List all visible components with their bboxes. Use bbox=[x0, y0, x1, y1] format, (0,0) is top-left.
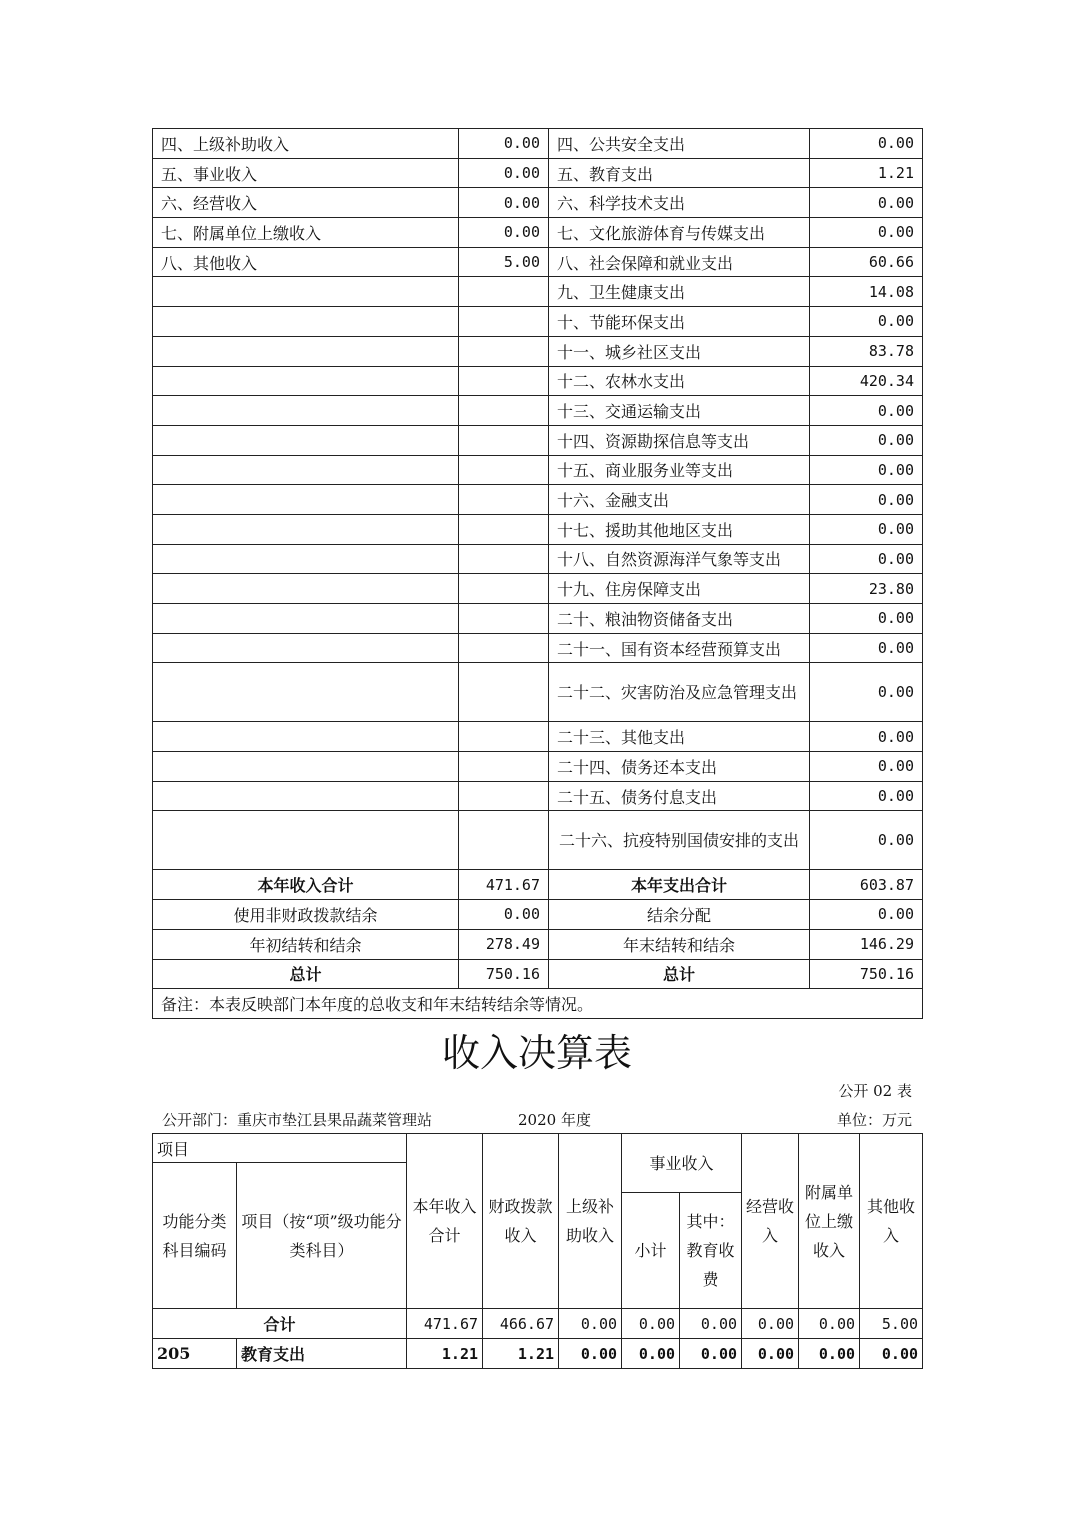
expense-item: 十三、交通运输支出 bbox=[549, 396, 810, 426]
income-amount: 0.00 bbox=[459, 188, 549, 218]
expense-item: 五、教育支出 bbox=[549, 158, 810, 188]
expense-total-amount: 146.29 bbox=[810, 929, 923, 959]
income-amount bbox=[459, 336, 549, 366]
expense-item: 十九、住房保障支出 bbox=[549, 574, 810, 604]
expense-amount: 0.00 bbox=[810, 425, 923, 455]
income-amount bbox=[459, 425, 549, 455]
expense-amount: 0.00 bbox=[810, 485, 923, 515]
income-item: 五、事业收入 bbox=[153, 158, 459, 188]
expense-item: 十四、资源勘探信息等支出 bbox=[549, 425, 810, 455]
table-row bbox=[153, 722, 923, 752]
income-amount bbox=[459, 485, 549, 515]
table-row bbox=[153, 544, 923, 574]
income-item bbox=[153, 722, 459, 752]
income-amount: 0.00 bbox=[459, 158, 549, 188]
unit-label: 单位：万元 bbox=[836, 1111, 912, 1129]
income-amount bbox=[459, 455, 549, 485]
table-row bbox=[153, 455, 923, 485]
income-amount: 0.00 bbox=[459, 129, 549, 159]
expense-item: 四、公共安全支出 bbox=[549, 129, 810, 159]
income-item bbox=[153, 366, 459, 396]
table-row bbox=[153, 604, 923, 634]
table-row bbox=[153, 218, 923, 248]
expense-item: 九、卫生健康支出 bbox=[549, 277, 810, 307]
func-name: 教育支出 bbox=[237, 1339, 407, 1369]
header-superior: 上级补助收入 bbox=[559, 1134, 622, 1309]
expense-amount: 0.00 bbox=[810, 455, 923, 485]
table-code: 公开 02 表 bbox=[838, 1082, 912, 1100]
table-row bbox=[153, 633, 923, 663]
total-value: 1.21 bbox=[407, 1339, 483, 1369]
year-label: 2020 年度 bbox=[518, 1111, 591, 1129]
income-amount bbox=[459, 604, 549, 634]
income-amount bbox=[459, 366, 549, 396]
table-row bbox=[153, 366, 923, 396]
table-row bbox=[153, 781, 923, 811]
income-item: 四、上级补助收入 bbox=[153, 129, 459, 159]
table-row bbox=[153, 307, 923, 337]
table-row bbox=[153, 485, 923, 515]
expense-amount: 83.78 bbox=[810, 336, 923, 366]
income-item: 六、经营收入 bbox=[153, 188, 459, 218]
expense-total-amount: 603.87 bbox=[810, 870, 923, 900]
expense-amount: 0.00 bbox=[810, 514, 923, 544]
income-amount bbox=[459, 722, 549, 752]
expense-item: 十二、农林水支出 bbox=[549, 366, 810, 396]
income-total-label: 总计 bbox=[153, 959, 459, 989]
expense-amount: 0.00 bbox=[810, 811, 923, 870]
total-row bbox=[153, 929, 923, 959]
expense-amount: 1.21 bbox=[810, 158, 923, 188]
table-row bbox=[153, 574, 923, 604]
total-row bbox=[153, 959, 923, 989]
income-item bbox=[153, 752, 459, 782]
header-subtotal: 小计 bbox=[622, 1193, 680, 1309]
page-title: 收入决算表 bbox=[441, 1031, 632, 1075]
income-amount bbox=[459, 752, 549, 782]
table-row bbox=[153, 336, 923, 366]
expense-amount: 0.00 bbox=[810, 129, 923, 159]
expense-amount: 0.00 bbox=[810, 544, 923, 574]
header-other: 其他收入 bbox=[860, 1134, 923, 1309]
income-amount bbox=[459, 633, 549, 663]
subtotal-value: 0.00 bbox=[622, 1309, 680, 1339]
income-item bbox=[153, 485, 459, 515]
income-total-label: 年初结转和结余 bbox=[153, 929, 459, 959]
expense-total-amount: 750.16 bbox=[810, 959, 923, 989]
table-row bbox=[153, 396, 923, 426]
income-amount bbox=[459, 781, 549, 811]
expense-total-label: 年末结转和结余 bbox=[549, 929, 810, 959]
header-total: 本年收入合计 bbox=[407, 1134, 483, 1309]
income-total-amount: 0.00 bbox=[459, 900, 549, 930]
income-item bbox=[153, 307, 459, 337]
expense-total-label: 结余分配 bbox=[549, 900, 810, 930]
header-affiliated: 附属单位上缴收入 bbox=[799, 1134, 860, 1309]
total-row bbox=[153, 870, 923, 900]
expense-amount: 0.00 bbox=[810, 604, 923, 634]
table-row bbox=[153, 425, 923, 455]
income-amount bbox=[459, 544, 549, 574]
table-row bbox=[153, 811, 923, 870]
expense-amount: 0.00 bbox=[810, 752, 923, 782]
expense-item: 二十、粮油物资储备支出 bbox=[549, 604, 810, 634]
expense-item: 二十四、债务还本支出 bbox=[549, 752, 810, 782]
income-item bbox=[153, 514, 459, 544]
department-label: 公开部门：重庆市垫江县果品蔬菜管理站 bbox=[162, 1111, 433, 1129]
expense-amount: 23.80 bbox=[810, 574, 923, 604]
other-value: 0.00 bbox=[860, 1339, 923, 1369]
expense-amount: 0.00 bbox=[810, 307, 923, 337]
table-row bbox=[153, 1339, 923, 1369]
expense-amount: 0.00 bbox=[810, 722, 923, 752]
expense-amount: 0.00 bbox=[810, 218, 923, 248]
table-row bbox=[153, 514, 923, 544]
income-item bbox=[153, 633, 459, 663]
income-amount bbox=[459, 574, 549, 604]
header-row bbox=[153, 1134, 923, 1163]
expense-item: 二十六、抗疫特别国债安排的支出 bbox=[549, 811, 810, 870]
expense-item: 六、科学技术支出 bbox=[549, 188, 810, 218]
expense-amount: 0.00 bbox=[810, 633, 923, 663]
superior-value: 0.00 bbox=[559, 1339, 622, 1369]
expense-amount: 420.34 bbox=[810, 366, 923, 396]
expense-item: 十五、商业服务业等支出 bbox=[549, 455, 810, 485]
expense-item: 七、文化旅游体育与传媒支出 bbox=[549, 218, 810, 248]
func-code: 205 bbox=[153, 1339, 237, 1369]
expense-item: 二十五、债务付息支出 bbox=[549, 781, 810, 811]
expense-item: 十一、城乡社区支出 bbox=[549, 336, 810, 366]
total-row bbox=[153, 900, 923, 930]
income-table bbox=[152, 1133, 923, 1369]
expense-amount: 0.00 bbox=[810, 781, 923, 811]
income-item bbox=[153, 574, 459, 604]
income-amount bbox=[459, 811, 549, 870]
expense-amount: 14.08 bbox=[810, 277, 923, 307]
expense-item: 十六、金融支出 bbox=[549, 485, 810, 515]
expense-item: 二十二、灾害防治及应急管理支出 bbox=[549, 663, 810, 722]
expense-total-label: 本年支出合计 bbox=[549, 870, 810, 900]
income-amount: 5.00 bbox=[459, 247, 549, 277]
income-amount bbox=[459, 277, 549, 307]
table-row bbox=[153, 752, 923, 782]
expense-total-label: 总计 bbox=[549, 959, 810, 989]
total-row bbox=[153, 1309, 923, 1339]
income-item bbox=[153, 781, 459, 811]
other-value: 5.00 bbox=[860, 1309, 923, 1339]
income-amount bbox=[459, 307, 549, 337]
income-item bbox=[153, 663, 459, 722]
education-fee-value: 0.00 bbox=[680, 1339, 742, 1369]
expense-item: 八、社会保障和就业支出 bbox=[549, 247, 810, 277]
income-amount bbox=[459, 514, 549, 544]
expense-item: 二十一、国有资本经营预算支出 bbox=[549, 633, 810, 663]
table-row bbox=[153, 158, 923, 188]
income-item: 八、其他收入 bbox=[153, 247, 459, 277]
total-label: 合计 bbox=[153, 1309, 407, 1339]
header-fiscal: 财政拨款收入 bbox=[483, 1134, 559, 1309]
expense-item: 十八、自然资源海洋气象等支出 bbox=[549, 544, 810, 574]
income-amount bbox=[459, 396, 549, 426]
income-total-amount: 750.16 bbox=[459, 959, 549, 989]
header-operating: 经营收入 bbox=[742, 1134, 799, 1309]
income-item bbox=[153, 336, 459, 366]
income-item bbox=[153, 604, 459, 634]
summary-table bbox=[152, 128, 923, 1019]
income-item bbox=[153, 396, 459, 426]
header-education-fee: 其中：教育收费 bbox=[680, 1193, 742, 1309]
header-business: 事业收入 bbox=[622, 1134, 742, 1193]
table-row bbox=[153, 663, 923, 722]
income-item bbox=[153, 544, 459, 574]
income-item bbox=[153, 277, 459, 307]
table-note: 备注：本表反映部门本年度的总收支和年末结转结余等情况。 bbox=[153, 989, 923, 1019]
affiliated-value: 0.00 bbox=[799, 1339, 860, 1369]
table-row bbox=[153, 129, 923, 159]
header-func-code: 功能分类科目编码 bbox=[153, 1163, 237, 1309]
fiscal-value: 1.21 bbox=[483, 1339, 559, 1369]
affiliated-value: 0.00 bbox=[799, 1309, 860, 1339]
income-amount bbox=[459, 663, 549, 722]
income-item bbox=[153, 811, 459, 870]
header-project: 项目 bbox=[153, 1134, 407, 1163]
expense-amount: 0.00 bbox=[810, 663, 923, 722]
expense-amount: 60.66 bbox=[810, 247, 923, 277]
total-value: 471.67 bbox=[407, 1309, 483, 1339]
table-row bbox=[153, 247, 923, 277]
income-item: 七、附属单位上缴收入 bbox=[153, 218, 459, 248]
table-row bbox=[153, 277, 923, 307]
header-func-name: 项目（按“项”级功能分类科目） bbox=[237, 1163, 407, 1309]
subtotal-value: 0.00 bbox=[622, 1339, 680, 1369]
operating-value: 0.00 bbox=[742, 1339, 799, 1369]
superior-value: 0.00 bbox=[559, 1309, 622, 1339]
education-fee-value: 0.00 bbox=[680, 1309, 742, 1339]
income-item bbox=[153, 425, 459, 455]
income-total-amount: 471.67 bbox=[459, 870, 549, 900]
expense-item: 二十三、其他支出 bbox=[549, 722, 810, 752]
note-row bbox=[153, 989, 923, 1019]
expense-total-amount: 0.00 bbox=[810, 900, 923, 930]
expense-item: 十、节能环保支出 bbox=[549, 307, 810, 337]
expense-amount: 0.00 bbox=[810, 396, 923, 426]
expense-item: 十七、援助其他地区支出 bbox=[549, 514, 810, 544]
income-total-label: 本年收入合计 bbox=[153, 870, 459, 900]
fiscal-value: 466.67 bbox=[483, 1309, 559, 1339]
income-amount: 0.00 bbox=[459, 218, 549, 248]
table-row bbox=[153, 188, 923, 218]
income-item bbox=[153, 455, 459, 485]
expense-amount: 0.00 bbox=[810, 188, 923, 218]
operating-value: 0.00 bbox=[742, 1309, 799, 1339]
income-total-label: 使用非财政拨款结余 bbox=[153, 900, 459, 930]
income-total-amount: 278.49 bbox=[459, 929, 549, 959]
